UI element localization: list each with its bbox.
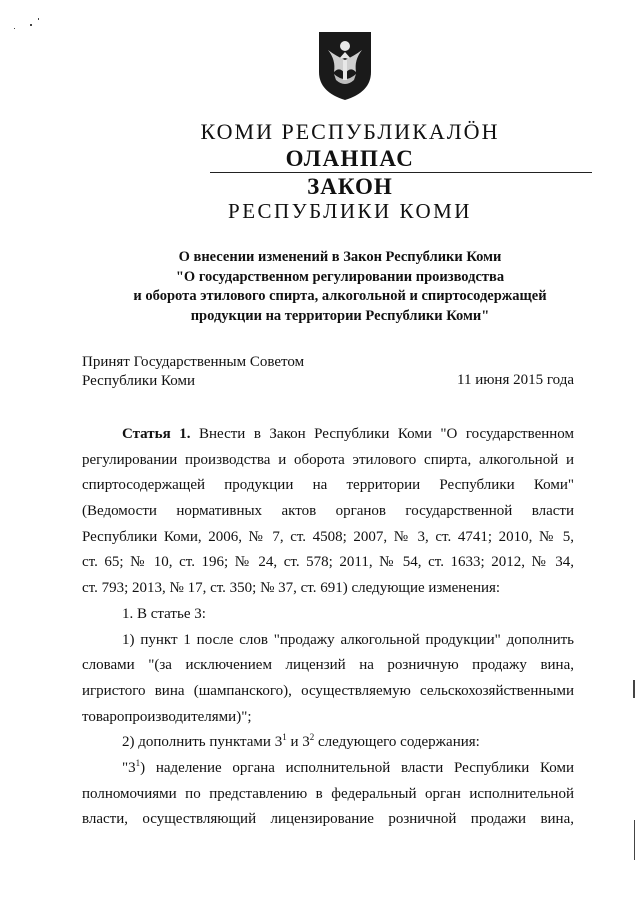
body-line: [82, 425, 574, 451]
header-komi-line: КОМИ РЕСПУБЛИКАЛӦН: [200, 119, 500, 144]
body-line: товаропроизводителями)";: [82, 708, 252, 725]
adopted-by-block: [82, 353, 304, 391]
body-line: словами "(за исключением лицензий на розничную продажу вина,: [82, 657, 574, 674]
superscript: 1: [135, 758, 141, 768]
body-line: (Ведомости нормативных актов органов государственной власти: [82, 503, 574, 520]
body-line: власти, осуществляющий лицензирование розничной продажи вина,: [82, 811, 574, 828]
law-subject-title: [60, 248, 620, 326]
subject-line: О внесении изменений в Закон Республики Коми: [178, 249, 502, 265]
scan-speck: [633, 680, 635, 698]
body-line: [82, 733, 574, 759]
body-line: полномочиями по представлению в федеральный орган исполнительной: [82, 785, 574, 802]
scan-speck: [30, 24, 32, 26]
superscript: 2: [309, 732, 315, 743]
body-text: "3: [122, 759, 136, 776]
subject-line: "О государственном регулировании производства: [175, 268, 505, 285]
body-line: игристого вина (шампанского), осуществляемую сельскохозяйственными: [82, 682, 574, 699]
body-line: спиртосодержащей продукции на территории Республики Коми": [82, 477, 574, 494]
superscript: 1: [282, 732, 287, 743]
article-label: Статья 1.: [122, 426, 191, 442]
subject-line: продукции на территории Республики Коми": [190, 307, 490, 324]
header-republic: РЕСПУБЛИКИ КОМИ: [228, 199, 472, 223]
body-line: Республики Коми, 2006, № 7, ст. 4508; 2007, № 3, ст. 4741; 2010, № 5,: [82, 528, 574, 545]
body-text: следующего содержания:: [314, 734, 480, 751]
body-text: ) наделение органа исполнительной власти Республики Коми: [140, 759, 574, 776]
subject-line: и оборота этилового спирта, алкогольной и спиртосодержащей: [133, 288, 547, 304]
scan-speck: [38, 18, 39, 20]
scan-speck: [634, 820, 635, 860]
body-line: 1. В статье 3:: [122, 605, 206, 622]
coat-of-arms-icon: [316, 30, 374, 102]
body-text: 2) дополнить пунктами 3: [122, 734, 283, 751]
body-line: регулировании производства и оборота этилового спирта, алкогольной и: [82, 451, 574, 468]
body-line: ст. 65; № 10, ст. 196; № 24, ст. 578; 2011, № 54, ст. 1633; 2012, № 34,: [82, 554, 574, 571]
adopted-line: Республики Коми: [82, 373, 195, 389]
body-text: Внести в Закон Республики Коми "О государственном: [199, 426, 574, 442]
law-body-text: [82, 425, 574, 836]
scan-speck: [14, 28, 15, 29]
header-divider: [210, 172, 592, 173]
adoption-date: 11 июня 2015 года: [457, 372, 574, 388]
body-text: и 3: [286, 734, 310, 751]
body-line: 1) пункт 1 после слов "продажу алкогольной продукции" дополнить: [122, 631, 574, 648]
header-zakon: ЗАКОН: [307, 174, 393, 199]
body-line: [82, 759, 574, 785]
header-olanpas: ОЛАНПАС: [285, 146, 415, 171]
body-line: ст. 793; 2013, № 17, ст. 350; № 37, ст. 691) следующие изменения:: [82, 580, 501, 597]
adopted-line: Принят Государственным Советом: [82, 354, 305, 370]
